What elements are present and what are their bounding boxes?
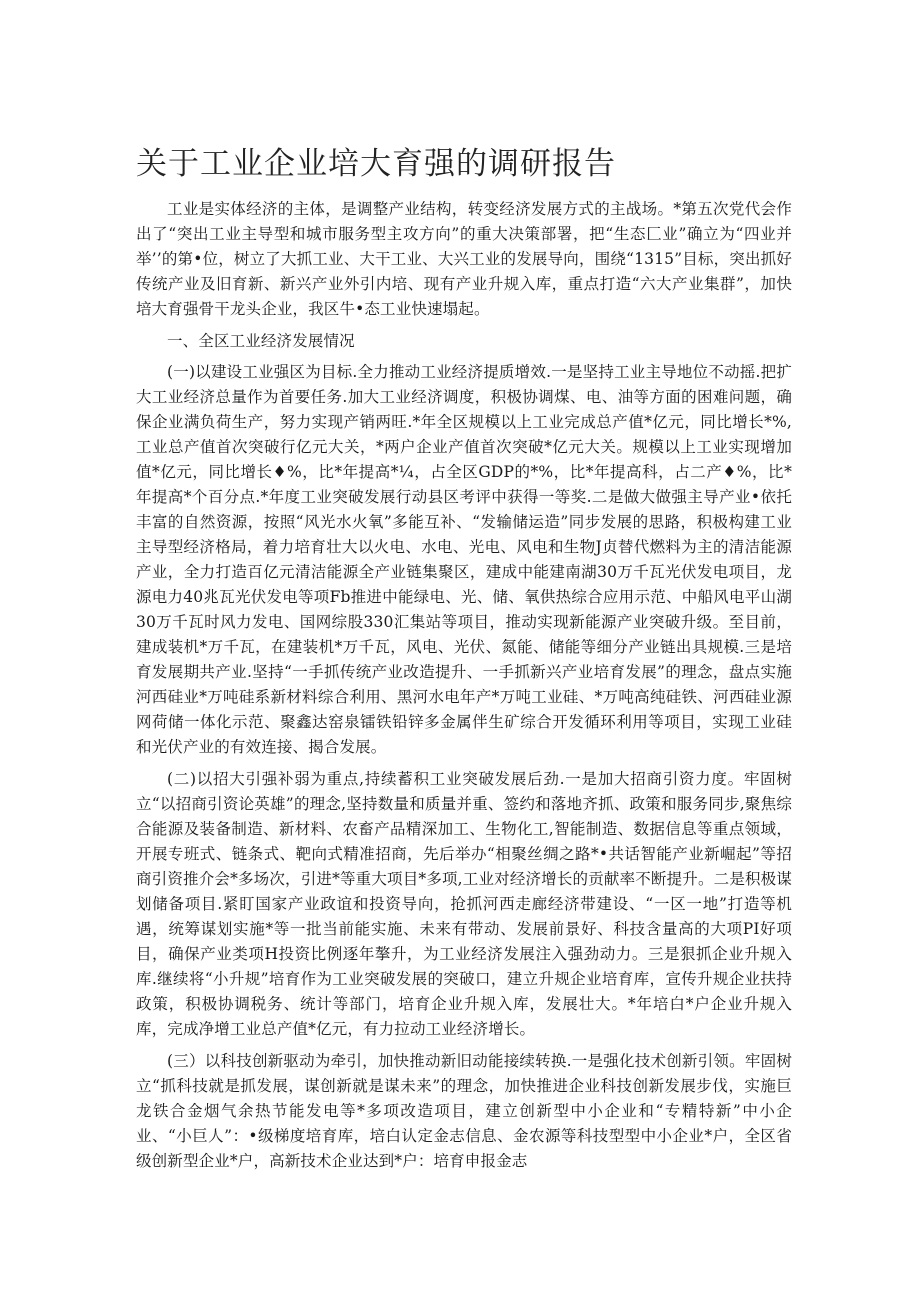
body-paragraph-3: (三）以科技创新驱动为牵引，加快推动新旧动能接续转换.一是强化技术创新引领。牢固树立“抓科技就是抓发展，谋创新就是谋未来”的理念，加快推进企业科技创新发展步伐，实施巨龙铁合金烟气余热节能发电等*多项改造项目，建立创新型中小企业和“专精特新”中小企业、“小巨人”：•级梯度培育库，培白认定金志信息、金农源等科技型型中小企业*户，全区省级创新型企业*户，高新技术企业达到*户：培育申报金志 (136, 1052, 792, 1170)
body-paragraph-2: (二)以招大引强补弱为重点,持续蓄积工业突破发展后劲.一是加大招商引资力度。牢固树立“以招商引资论英雄”的理念,坚持数量和质量并重、签约和落地齐抓、政策和服务同步,聚焦综合能源及装备制造、新材料、农畜产品精深加工、生物化工,智能制造、数据信息等重点领域，开展专班式、链条式、靶向式精准招商，先后举办“相聚丝绸之路*•共话智能产业新崛起”等招商引资推介会*多场次，引进*等重大项目*多项,工业对经济增长的贡献率不断提升。二是积极谋划储备项目.紧盯国家产业政谊和投资导向，抢抓河西走廊经济带建设、“一区一地”打造等机遇，统筹谋划实施*等一批当前能实施、未来有带动、发展前景好、科技含量高的大项PI好项目，确保产业类项H投资比例逐年摮升，为工业经济发展注入强劲动力。三是狠抓企业升规入库.继续将“小升规”培育作为工业突破发展的突破口，建立升规企业培育库，宣传升规企业扶持政策，积极协调税务、统计等部门，培育企业升规入库，发展壮大。*年培白*户企业升规入库，完成净增工业总产值*亿元，有力拉动工业经济增长。 (136, 770, 792, 1038)
document-title: 关于工业企业培大育强的调研报告 (136, 146, 616, 182)
intro-paragraph: 工业是实体经济的主体，是调整产业结构，转变经济发展方式的主战场。*第五次党代会作出了“突出工业主导型和城市服务型主攻方向”的重大决策部署，把“生态匚业”确立为“四业并举’’的第•位，树立了大抓工业、大干工业、大兴工业的发展导向，围绕“1315”目标，突出抓好传统产业及旧育新、新兴产业外引内培、现有产业升规入库，重点打造“六大产业集群”，加快培大育强骨干龙头企业，我区牛•态工业快速塌起。 (136, 200, 792, 318)
document-body (136, 197, 792, 1181)
section-heading: 一、全区工业经济发展情况 (167, 332, 355, 350)
body-paragraph-1: (一)以建设工业强区为目标.全力推动工业经济提质增效.一是坚持工业主导地位不动摇.把扩大工业经济总量作为首要任务.加大工业经济调度，积极协调煤、电、油等方面的困难问题，确保企业满负荷生产，努力实现产销两旺.*年全区规模以上工业完成总产值*亿元，同比增长*%,工业总产值首次突破行亿元大关，*两户企业产值首次突破*亿元大关。规模以上工业实现增加值*亿元，同比增长♦%，比*年提高*¼，占全区GDP的*%，比*年提高科，占二产♦%，比*年提高*个百分点.*年度工业突破发展行动县区考评中获得一等奖.二是做大做强主导产业•依托丰富的自然资源，按照“风光水火氧”多能互补、“发输储运造”同步发展的思路，积极构建工业主导型经济格局，着力培育壮大以火电、水电、光电、风电和生物J贞替代燃料为主的清洁能源产业，全力打造百亿元清洁能源全产业链集聚区，建成中能建南湖30万千瓦光伏发电项目，龙源电力40兆瓦光伏发电等项Fb推进中能绿电、光、储、氧供热综合应用示范、中船风电平山湖30万千瓦时风力发电、国网综股330汇集站等项目，推动实现新能源产业突破升级。至目前，建成装机*万千瓦，在建装机*万千瓦，风电、光伏、氮能、储能等细分产业链出具规模.三是培育发展期共产业.坚持“一手抓传统产业改造提升、一手抓新兴产业培育发展”的理念，盘点实施河西硅业*万吨硅系新材料综合利用、黑河水电年产*万吨工业硅、*万吨高纯硅铁、河西硅业源网荷储一体化示范、聚鑫达窑泉镭铁铅锌多金属伴生矿综合开发循环利用等项目，实现工业硅和光伏产业的有效连接、揭合发展。 (136, 363, 792, 756)
